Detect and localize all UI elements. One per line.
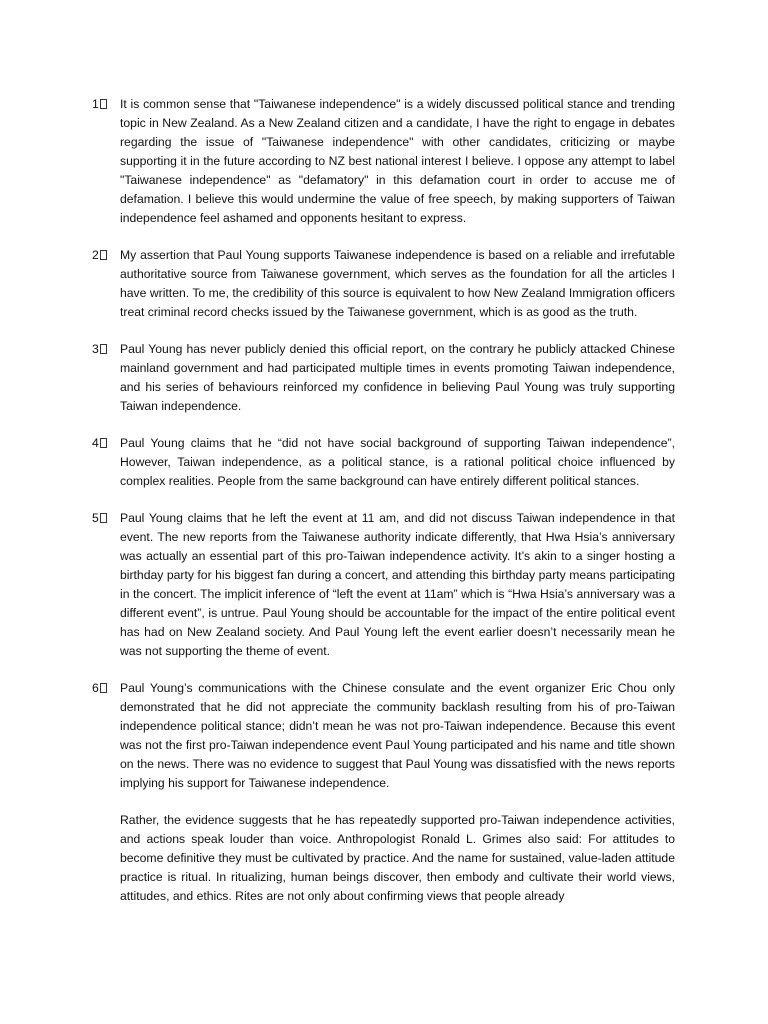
paragraph-text: Rather, the evidence suggests that he has repeatedly supported pro-Taiwan independence activities, and actions speak louder than voice. Anthropologist Ronald L. Grimes also said: For attitudes to become definitive they must be cultivated by practice. And the name for sustained, value-laden attitude practice is ritual. In ritualizing, human beings discover, then embody and cultivate their world views, attitudes, and ethics. Rites are not only about confirming views that people already <box>120 813 675 903</box>
paragraph-number: 2 <box>92 246 116 265</box>
missing-glyph-icon <box>100 683 107 693</box>
document-body <box>92 95 675 924</box>
paragraph-text: It is common sense that "Taiwanese independence" is a widely discussed political stance and trending topic in New Zealand. As a New Zealand citizen and a candidate, I have the right to engage in debates regarding the issue of "Taiwanese independence" with other candidates, criticizing or maybe supporting it in the future according to NZ best national interest I believe. I oppose any attempt to label "Taiwanese independence" as "defamatory" in this defamation court in order to accuse me of defamation. I believe this would undermine the value of free speech, by making supporters of Taiwan independence feel ashamed and opponents hesitant to express. <box>120 97 675 225</box>
paragraph-number: 3 <box>92 340 116 359</box>
paragraph-number: 1 <box>92 95 116 114</box>
paragraph-text: Paul Young’s communications with the Chinese consulate and the event organizer Eric Chou only demonstrated that he did not appreciate the community backlash resulting from his of pro-Taiwan independence political stance; didn’t mean he was not pro-Taiwan independence. Because this event was not the first pro-Taiwan independence event Paul Young participated and his name and title shown on the news. There was no evidence to suggest that Paul Young was dissatisfied with the news reports implying his support for Taiwanese independence. <box>120 681 675 790</box>
missing-glyph-icon <box>100 513 107 523</box>
paragraph-6 <box>92 679 675 793</box>
paragraph-text: Paul Young has never publicly denied this official report, on the contrary he publicly attacked Chinese mainland government and had participated multiple times in events promoting Taiwan independence, and his series of behaviours reinforced my confidence in believing Paul Young was truly supporting Taiwan independence. <box>120 342 675 413</box>
paragraph-5 <box>92 509 675 661</box>
missing-glyph-icon <box>100 250 107 260</box>
paragraph-continuation <box>92 811 675 906</box>
paragraph-text: Paul Young claims that he “did not have social background of supporting Taiwan independence”, However, Taiwan independence, as a political stance, is a rational political choice influenced by complex realities. People from the same background can have entirely different political stances. <box>120 436 675 488</box>
missing-glyph-icon <box>100 99 107 109</box>
missing-glyph-icon <box>100 438 107 448</box>
paragraph-text: Paul Young claims that he left the event at 11 am, and did not discuss Taiwan independence in that event. The new reports from the Taiwanese authority indicate differently, that Hwa Hsia’s anniversary was actually an essential part of this pro-Taiwan independence activity. It’s akin to a singer hosting a birthday party for his biggest fan during a concert, and attending this birthday party means participating in the concert. The implicit inference of “left the event at 11am” which is “Hwa Hsia’s anniversary was a different event”, is untrue. Paul Young should be accountable for the impact of the entire political event has had on New Zealand society. And Paul Young left the event earlier doesn’t necessarily mean he was not supporting the theme of event. <box>120 511 675 658</box>
paragraph-4 <box>92 434 675 491</box>
paragraph-1 <box>92 95 675 228</box>
paragraph-2 <box>92 246 675 322</box>
missing-glyph-icon <box>100 344 107 354</box>
paragraph-number: 6 <box>92 679 116 698</box>
paragraph-number: 5 <box>92 509 116 528</box>
paragraph-3 <box>92 340 675 416</box>
paragraph-number: 4 <box>92 434 116 453</box>
paragraph-text: My assertion that Paul Young supports Taiwanese independence is based on a reliable and irrefutable authoritative source from Taiwanese government, which serves as the foundation for all the articles I have written. To me, the credibility of this source is equivalent to how New Zealand Immigration officers treat criminal record checks issued by the Taiwanese government, which is as good as the truth. <box>120 248 675 319</box>
